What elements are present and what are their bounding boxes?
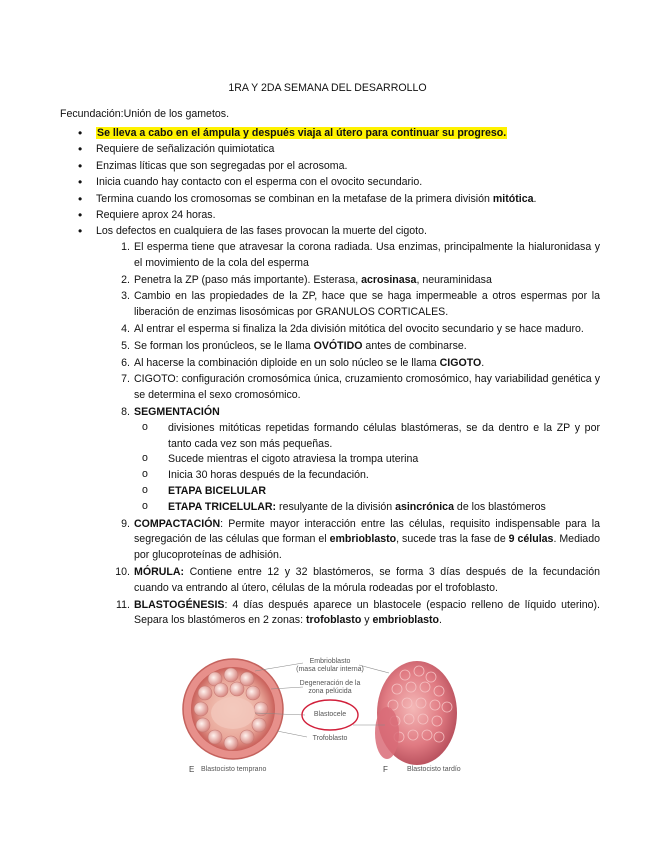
item-text: Al entrar el esperma si finaliza la 2da división mitótica del ovocito secundario y se hace maduro. [134,322,584,335]
blastocyst-figure [175,653,489,779]
item-text: y [364,614,370,627]
late-blastocyst-cut-face [375,707,399,759]
item-text: : 4 días después aparece un blastocele (espacio relleno de líquido uterino). Separa los blastómeros en 2 zonas: [134,598,600,627]
bullet-item: • Los defectos en cualquiera de las fases provocan la muerte del cigoto. [78,223,598,239]
intro-text: Fecundación:Unión de los gametos. [60,108,230,120]
list-item: 1. El esperma tiene que atravesar la corona radiada. Usa enzimas, principalmente la hialuronidasa y el movimiento de la cola del esperma [121,241,600,269]
bold-term: mitótica [492,192,534,205]
list-item: 9. COMPACTACIÓN: Permite mayor interacción entre las células, requisito indispensable para la segregación de las células que forman el embrioblasto, sucede tras la fase de 9 células. Mediado por glucoproteínas de adhisión. [121,517,600,562]
list-item: 5. Se forman los pronúcleos, se le llama OVÓTIDO antes de combinarse. [121,339,467,352]
list-item: 2. Penetra la ZP (paso más importante). Esterasa, acrosinasa, neuraminidasa [121,273,492,286]
bold-term: COMPACTACIÓN [134,517,221,530]
bold-term: 9 células [508,533,554,546]
highlighted-text: Se lleva a cabo en el ámpula y después viaja al útero para continuar su progreso. [97,127,507,139]
item-text: , sucede tras la fase de [396,533,506,546]
bold-term: embrioblasto [372,614,440,627]
item-text: Penetra la ZP (paso más importante). Esterasa, [134,273,359,286]
bold-term: BLASTOGÉNESIS [134,598,225,611]
sub-item [134,500,600,516]
bold-term: MÓRULA: [134,565,185,578]
bold-term: CIGOTO [439,356,482,369]
figure-letter-e: E [189,765,195,774]
list-item: 11. BLASTOGÉNESIS: 4 días después aparece un blastocele (espacio relleno de líquido uterino). Separa los blastómeros en 2 zonas: trofoblasto y embrioblasto. [116,598,600,627]
item-text: . [439,614,442,627]
bullet-text: Termina cuando los cromosomas se combinan en la metafase de la primera división [96,192,490,205]
list-item: 8. SEGMENTACIÓN o divisiones mitóticas repetidas formando células blastómeras, se da dentro e la ZP y por tanto cada vez son más pequeñas. o Sucede mientras el cigoto atraviesa la trompa uterina o Inicia 30 horas después de la fecundación. o ETAPA BICELULAR o ETAPA TRICELULAR: resulyante de la división asincrónica de los blastómeros [112,405,600,516]
bullet-item: • Requiere de señalización quimiotatica [78,141,598,157]
item-text: . Mediado por glucoproteínas de adhisión. [134,533,600,562]
bold-term: SEGMENTACIÓN [134,405,220,418]
item-text: antes de combinarse. [365,339,467,352]
label-degeneracion: Degeneración de la zona pelúcida [299,680,361,695]
bold-term: trofoblasto [305,614,362,627]
list-item: 10. MÓRULA: Contiene entre 12 y 32 blastómeros, se forma 3 días después de la fecundación cuando va entrando al útero, células de la mórula rodeadas por el trofoblasto. [115,565,600,594]
numbered-list [112,240,600,630]
bullet-item: • Termina cuando los cromosomas se combinan en la metafase de la primera división mitótica. [78,191,598,207]
bullet-list [78,125,598,240]
bullet-item [78,125,598,141]
sub-item [134,484,600,500]
sub-list [134,421,600,516]
item-text: Cambio en las propiedades de la ZP, hace que se haga impermeable a otros espermas por la liberación de enzimas lisosómicas por GRANULOS CORTICALES. [134,290,600,319]
bold-term: acrosinasa [361,273,417,286]
list-item: 6. Al hacerse la combinación diploide en un solo núcleo se le llama CIGOTO. [121,356,485,369]
item-text: , neuraminidasa [416,273,492,286]
bullet-item: • Enzimas líticas que son segregadas por el acrosoma. [78,158,598,174]
item-text: Se forman los pronúcleos, se le llama [134,339,311,352]
caption-late: Blastocisto tardío [407,766,461,773]
item-text: : Permite mayor interacción entre las células, requisito indispensable para la segregación de las células que forman el [134,517,600,546]
item-text: de los blastómeros [456,500,546,513]
bold-term: asincrónica [395,500,454,513]
bullet-item: • Inicia cuando hay contacto con el esperma con el ovocito secundario. [78,174,598,190]
page-title: 1RA Y 2DA SEMANA DEL DESARROLLO [228,82,427,94]
caption-early: Blastocisto temprano [201,766,267,773]
figure-letter-f: F [383,765,388,774]
item-text: Contiene entre 12 y 32 blastómeros, se forma 3 días después de la fecundación cuando va entrando al útero, células de la mórula rodeadas por el trofoblasto. [134,565,600,594]
list-item: 7. CIGOTO: configuración cromosómica única, cruzamiento cromosómico, hay variabilidad genética y se determina el sexo cromosómico. [121,373,600,402]
item-text: Al hacerse la combinación diploide en un solo núcleo se le llama [134,356,437,369]
list-item: 3. Cambio en las propiedades de la ZP, hace que se haga impermeable a otros espermas por la liberación de enzimas lisosómicas por GRANULOS CORTICALES. [121,290,600,319]
bold-term: ETAPA BICELULAR [168,484,267,497]
bold-term: OVÓTIDO [313,339,363,352]
label-trofoblasto: Trofoblasto [312,735,348,742]
bold-term: ETAPA TRICELULAR: [168,500,277,513]
list-item: 4. Al entrar el esperma si finaliza la 2da división mitótica del ovocito secundario y se hace maduro. [121,322,584,335]
item-text: . [481,356,485,369]
sub-item: o divisiones mitóticas repetidas formando células blastómeras, se da dentro e la ZP y por tanto cada vez son más pequeñas. [134,421,600,453]
label-embrioblasto: Embrioblasto (masa celular interna) [296,658,364,673]
item-text: CIGOTO: configuración cromosómica única, cruzamiento cromosómico, hay variabilidad genética y se determina el sexo cromosómico. [134,373,600,402]
bold-term: embrioblasto [329,533,397,546]
early-blastocele [211,697,255,729]
item-text: El esperma tiene que atravesar la corona radiada. Usa enzimas, principalmente la hialuronidasa y el movimiento de la cola del esperma [134,241,600,269]
bullet-item: • Requiere aprox 24 horas. [78,207,598,223]
sub-item: o Sucede mientras el cigoto atraviesa la trompa uterina [134,452,600,468]
item-text: resulyante de la división [279,500,393,513]
label-blastocele: Blastocele [313,711,347,718]
sub-item: o Inicia 30 horas después de la fecundación. [134,468,600,484]
